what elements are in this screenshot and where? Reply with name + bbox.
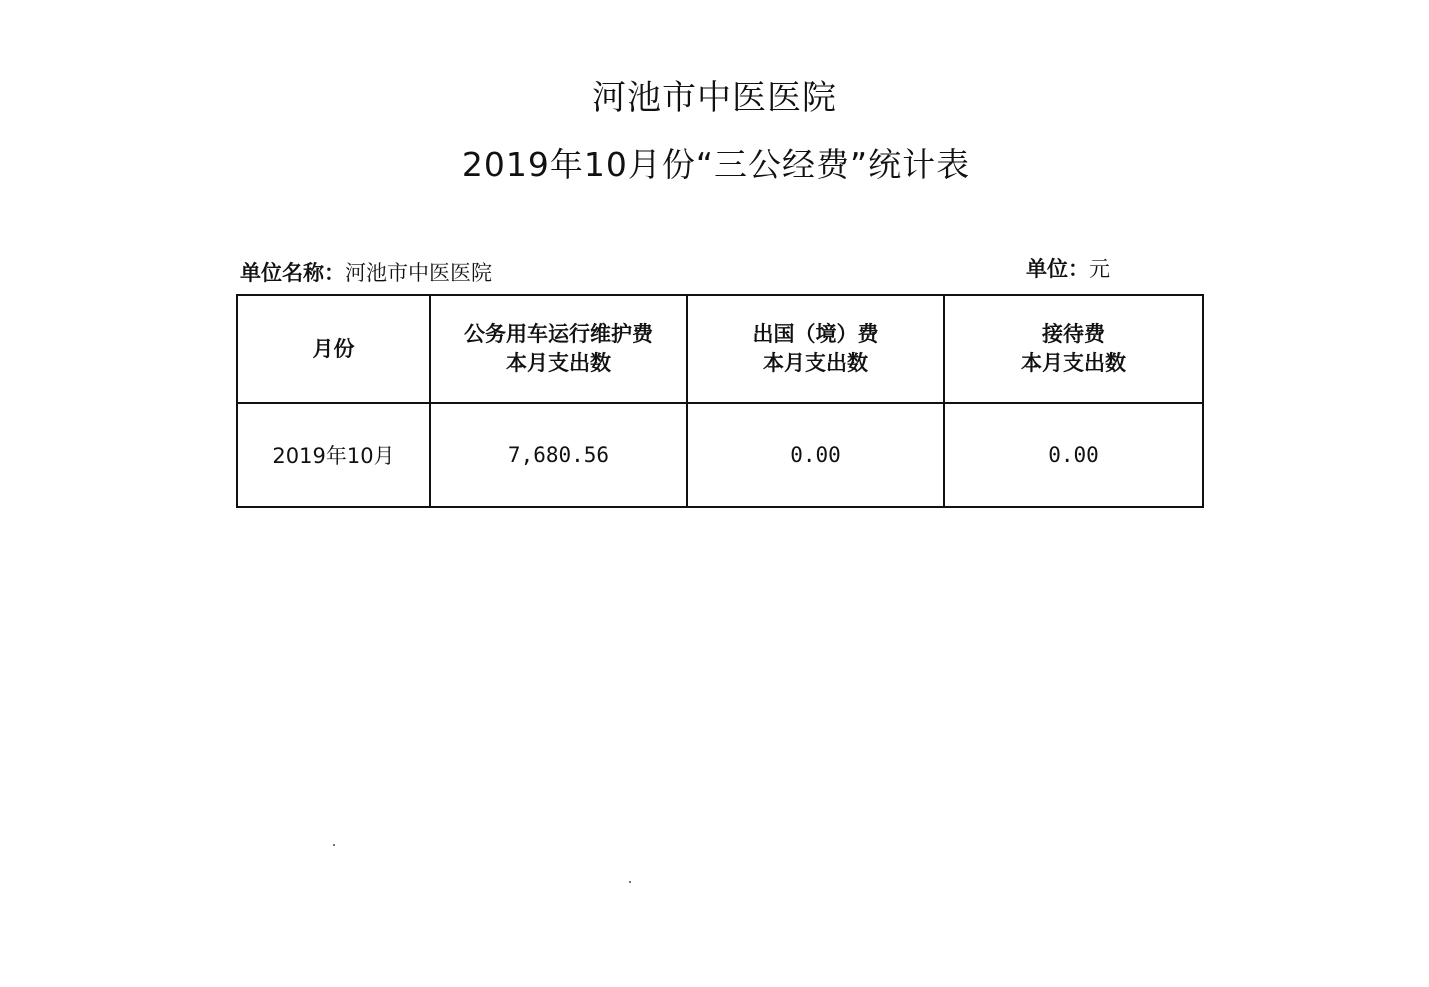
org-title: 河池市中医医院 xyxy=(592,78,837,118)
scan-speck xyxy=(629,881,631,883)
cell-vehicle-expense: 7,680.56 xyxy=(430,403,687,507)
currency-value: 元 xyxy=(1089,257,1110,281)
column-header-line: 接待费 xyxy=(1042,322,1105,346)
column-header-line: 月份 xyxy=(312,336,355,361)
column-header-line: 公务用车运行维护费 xyxy=(464,322,653,346)
unit-name xyxy=(240,258,492,288)
table-header-row xyxy=(237,295,1203,403)
column-header-vehicle xyxy=(430,295,687,403)
unit-name-label: 单位名称： xyxy=(240,261,345,285)
column-header-subline: 本月支出数 xyxy=(506,351,611,375)
cell-overseas-expense: 0.00 xyxy=(687,403,944,507)
table-row xyxy=(237,403,1203,507)
column-header-subline: 本月支出数 xyxy=(1021,351,1126,375)
currency-label: 单位： xyxy=(1026,257,1089,281)
currency-unit xyxy=(1026,254,1110,284)
report-title: 2019年10月份“三公经费”统计表 xyxy=(461,145,971,184)
column-header-line: 出国（境）费 xyxy=(752,322,879,346)
expense-table xyxy=(236,294,1204,508)
cell-month: 2019年10月 xyxy=(237,403,430,507)
cell-reception-expense: 0.00 xyxy=(944,403,1203,507)
scan-speck xyxy=(333,844,335,846)
column-header-reception xyxy=(944,295,1203,403)
column-header-overseas xyxy=(687,295,944,403)
column-header-subline: 本月支出数 xyxy=(763,351,868,375)
column-header-month xyxy=(237,295,430,403)
unit-name-value: 河池市中医医院 xyxy=(345,261,492,285)
